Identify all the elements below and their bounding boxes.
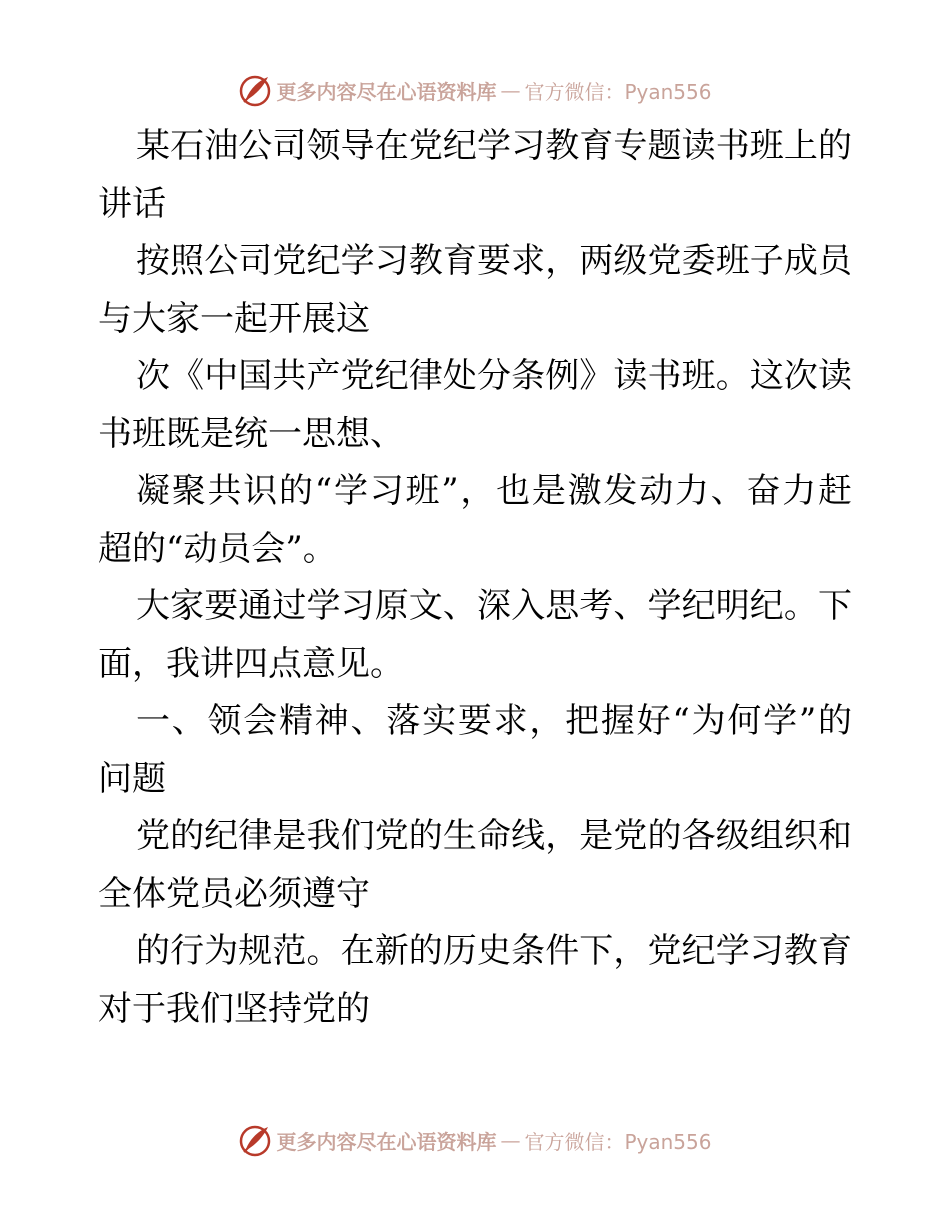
text-line: 大家要通过学习原文、深入思考、学纪明纪。下: [136, 586, 852, 626]
header-watermark: [0, 70, 950, 110]
text-line: 党的纪律是我们党的生命线，是党的各级组织和: [136, 816, 852, 856]
text-line: 讲话: [98, 183, 166, 224]
text-line: 次《中国共产党纪律处分条例》读书班。这次读: [136, 356, 852, 396]
text-line: 凝聚共识的“学习班”，也是激发动力、奋力赶: [136, 471, 852, 511]
watermark-dash: —: [500, 78, 521, 102]
text-line: 一、领会精神、落实要求，把握好“为何学”的: [136, 701, 852, 741]
feather-pen-logo-icon: [238, 73, 272, 107]
footer-watermark: [0, 1120, 950, 1160]
text-line: 对于我们坚持党的: [98, 988, 370, 1029]
text-line: 全体党员必须遵守: [98, 873, 370, 914]
text-line: 的行为规范。在新的历史条件下，党纪学习教育: [136, 931, 852, 971]
watermark-title: 更多内容尽在心语资料库: [276, 79, 497, 104]
watermark-wechat: 官方微信：Pyan556: [524, 1129, 712, 1154]
watermark-wechat: 官方微信：Pyan556: [524, 79, 712, 104]
document-body: [98, 118, 852, 1038]
text-line: 按照公司党纪学习教育要求，两级党委班子成员: [136, 241, 852, 281]
text-line: 与大家一起开展这: [98, 298, 370, 339]
text-line: 书班既是统一思想、: [98, 413, 404, 454]
feather-pen-logo-icon: [238, 1123, 272, 1157]
text-line: 问题: [98, 758, 166, 799]
text-line: 超的“动员会”。: [98, 528, 337, 569]
watermark-title: 更多内容尽在心语资料库: [276, 1129, 497, 1154]
text-line: 某石油公司领导在党纪学习教育专题读书班上的: [136, 126, 852, 166]
watermark-dash: —: [500, 1128, 521, 1152]
text-line: 面，我讲四点意见。: [98, 643, 404, 684]
